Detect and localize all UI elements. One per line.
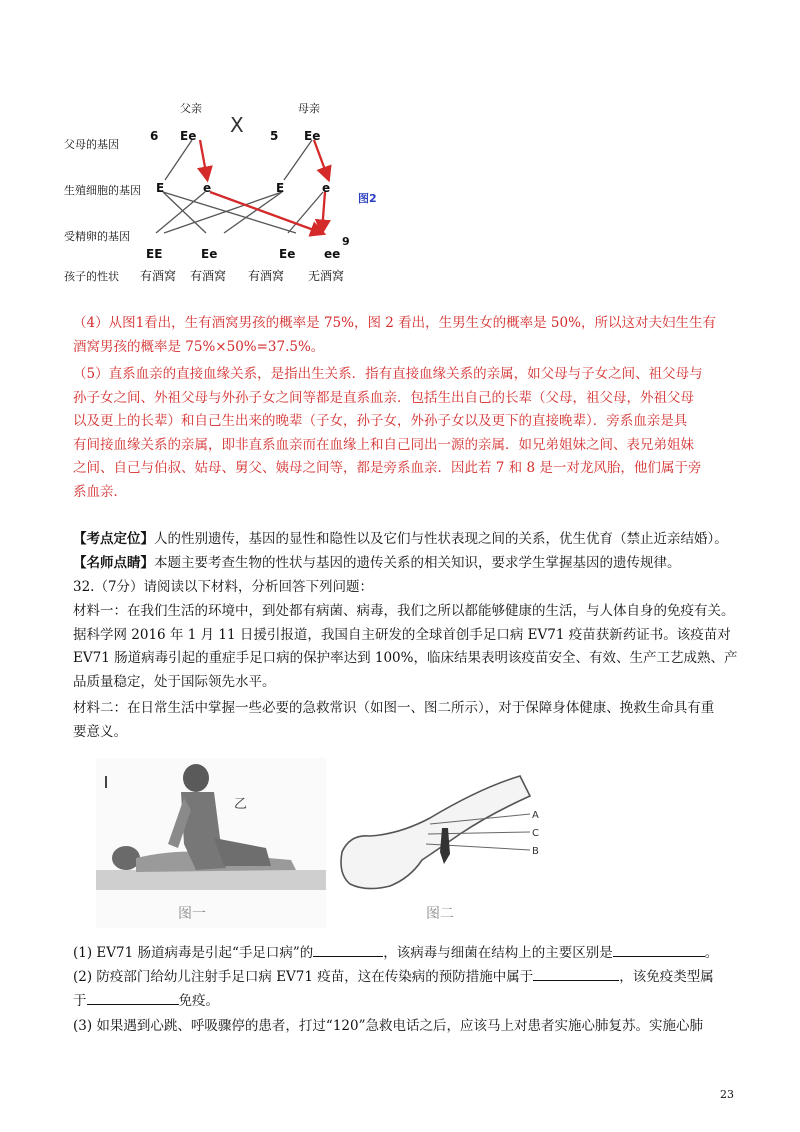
father-number: 6 — [150, 129, 159, 143]
genetic-cross-figure — [60, 88, 380, 303]
key-point — [73, 528, 741, 552]
sub-question-2-text: (2) 防疫部门给幼儿注射手足口病 EV71 疫苗，这在传染病的预防措施中属于 — [73, 969, 534, 985]
answer-blank[interactable] — [87, 990, 179, 1005]
mother-number: 5 — [270, 129, 279, 143]
figure-2-label: 图二 — [426, 906, 454, 922]
sub-question-2 — [73, 966, 741, 990]
answer-blank[interactable] — [533, 966, 619, 981]
rescuer-head — [183, 764, 209, 792]
gamete-gene: e — [203, 181, 212, 195]
leg-bleeding-figure — [330, 748, 560, 928]
cross-diagram-svg — [60, 88, 380, 303]
teacher-comment-text: 本题主要考查生物的性状与基因的遗传关系的相关知识，要求学生掌握基因的遗传规律。 — [154, 555, 681, 571]
mother-genotype: Ee — [304, 129, 321, 143]
zygote-genotype: ee — [324, 247, 341, 261]
father-genotype: Ee — [180, 129, 197, 143]
sub-question-2-text: 于 — [73, 993, 87, 1009]
father-label: 父亲 — [180, 102, 202, 115]
child-trait: 有酒窝 — [248, 269, 285, 283]
material-2-line: 要意义。 — [73, 723, 127, 740]
teacher-comment-tag: 【名师点睛】 — [73, 555, 154, 571]
page-number: 23 — [720, 1088, 734, 1101]
material-1-line: EV71 肠道病毒引起的重症手足口病的保护率达到 100%，临床结果表明该疫苗安全、有效、生产工艺成熟、产 — [73, 650, 738, 667]
zygote-genotype: Ee — [201, 247, 218, 261]
child-trait: 有酒窝 — [140, 269, 177, 283]
question-32-header: 32.（7分）请阅读以下材料，分析回答下列问题： — [73, 579, 374, 595]
cpr-figure — [96, 758, 326, 928]
child-number: 9 — [342, 235, 350, 248]
sub-question-2-text: 免疫。 — [178, 993, 219, 1009]
answer-4-line: 酒窝男孩的概率是 75%×50%=37.5%。 — [73, 338, 325, 355]
answer-4 — [73, 312, 741, 359]
figure-label: 图2 — [358, 192, 377, 205]
patient-head — [112, 846, 140, 870]
answer-5-line: 系血亲． — [73, 483, 127, 500]
child-trait: 无酒窝 — [308, 269, 345, 283]
rescuer-label: 乙 — [234, 797, 248, 812]
answer-blank[interactable] — [313, 942, 383, 957]
row-label-parent-genes: 父母的基因 — [64, 138, 119, 151]
material-2-line: 材料二：在日常生活中掌握一些必要的急救常识（如图一、图二所示），对于保障身体健康、挽救生命具有重 — [73, 700, 715, 716]
vessel-label-b: B — [532, 846, 539, 857]
row-label-zygote-genes: 受精卵的基因 — [64, 230, 130, 243]
cpr-illustration — [96, 758, 326, 928]
sub-question-2-cont — [73, 990, 741, 1014]
answer-5-line: （5）直系血亲的直接血缘关系，是指出生关系．指有直接血缘关系的亲属，如父母与子女之间、祖父母与 — [73, 366, 703, 382]
figure-1-label: 图一 — [178, 906, 206, 922]
gamete-gene: e — [322, 181, 331, 195]
material-2 — [73, 697, 741, 744]
sub-question-2-text: ，该免疫类型属 — [619, 969, 714, 985]
material-1-line: 材料一：在我们生活的环境中，到处都有病菌、病毒，我们之所以都能够健康的生活，与人体自身的免疫有关。 — [73, 603, 735, 619]
zygote-genotype: EE — [146, 247, 163, 261]
leg-illustration — [330, 748, 560, 928]
row-label-child-trait: 孩子的性状 — [64, 270, 119, 283]
answer-5-line: 有间接血缘关系的亲属，即非直系血亲而在血缘上和自己同出一源的亲属．如兄弟姐妹之间、表兄弟姐妹 — [73, 436, 694, 453]
answer-4-line: （4）从图1看出，生有酒窝男孩的概率是 75%，图 2 看出，生男生女的概率是 50%，所以这对夫妇生生有 — [73, 315, 716, 331]
teacher-comment — [73, 552, 741, 576]
vessel-label-a: A — [532, 810, 539, 821]
row-label-gamete-genes: 生殖细胞的基因 — [64, 184, 141, 197]
mother-label: 母亲 — [298, 102, 320, 115]
answer-5-line: 孙子女之间、外祖父母与外孙子女之间等都是直系血亲．包括生出自己的长辈（父母，祖父母，外祖父母 — [73, 389, 694, 406]
answer-5-line: 之间、自己与伯叔、姑母、舅父、姨母之间等，都是旁系血亲．因此若 7 和 8 是一对龙风胎，他们属于旁 — [73, 460, 702, 477]
answer-blank[interactable] — [613, 942, 705, 957]
key-point-tag: 【考点定位】 — [73, 531, 154, 547]
gamete-gene: E — [156, 181, 165, 195]
sub-question-3: (3) 如果遇到心跳、呼吸骤停的患者，打过“120”急救电话之后，应该马上对患者实施心肺复苏。实施心肺 — [73, 1018, 703, 1034]
material-1-line: 品质量稳定，处于国际领先水平。 — [73, 673, 276, 690]
child-trait: 有酒窝 — [190, 269, 227, 283]
answer-5 — [73, 363, 741, 505]
sub-question-1-text: ，该病毒与细菌在结构上的主要区别是 — [383, 945, 613, 961]
vessel-label-c: C — [532, 828, 539, 839]
answer-5-line: 以及更上的长辈）和自己生出来的晚辈（子女，孙子女，外孙子女以及更下的直接晚辈）．旁系血亲是具 — [73, 413, 688, 430]
cross-symbol: X — [230, 113, 244, 137]
gamete-gene: E — [276, 181, 285, 195]
sub-question-1-text: (1) EV71 肠道病毒是引起“手足口病”的 — [73, 945, 314, 961]
material-1-line: 据科学网 2016 年 1 月 11 日援引报道，我国自主研发的全球首创手足口病 EV71 疫苗获新药证书。该疫苗对 — [73, 626, 731, 643]
zygote-genotype: Ee — [279, 247, 296, 261]
sub-question-1 — [73, 942, 741, 966]
material-1 — [73, 600, 741, 694]
key-point-text: 人的性别遗传，基因的显性和隐性以及它们与性状表现之间的关系，优生优育（禁止近亲结婚）。 — [154, 531, 728, 547]
sub-question-1-text: 。 — [704, 945, 719, 961]
